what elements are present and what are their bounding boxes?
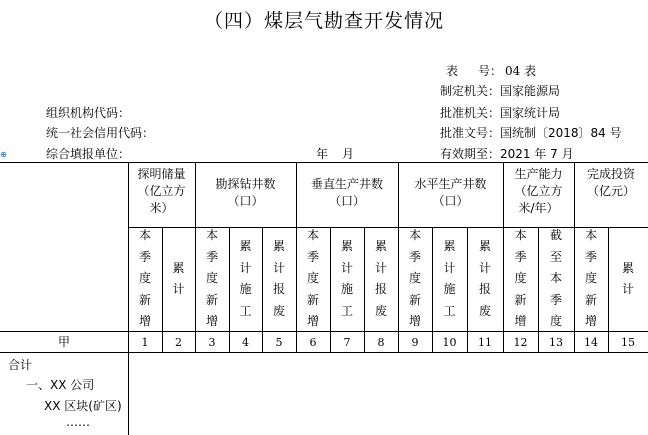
- form-no-label-2: 号：: [478, 64, 503, 78]
- sub-header-char: 度: [306, 271, 319, 286]
- sub-header-col-4: [229, 236, 262, 322]
- sub-header-char: 度: [549, 314, 562, 329]
- row-company: 一、XX 公司: [26, 378, 95, 392]
- sub-header-char: 计: [621, 282, 634, 296]
- sub-header-col-9: [398, 225, 432, 333]
- reporter-label: 综合填报单位：: [46, 147, 131, 161]
- sub-header-char: 截: [549, 228, 562, 243]
- column-number: 5: [275, 336, 283, 349]
- sub-header-char: 新: [514, 292, 527, 307]
- sub-header-col-10: [432, 236, 467, 322]
- approval-doc: 批准文号：国统制〔2018〕84 号: [440, 126, 622, 140]
- sub-header-char: 施: [239, 282, 252, 296]
- sub-header-char: 新: [584, 292, 597, 307]
- sub-header-char: 季: [408, 249, 421, 264]
- sub-header-char: 度: [408, 271, 421, 286]
- sub-header-col-8: [364, 236, 398, 322]
- column-number: 1: [141, 336, 149, 349]
- column-number: 8: [377, 336, 385, 349]
- column-number: 4: [242, 336, 249, 349]
- sub-header-char: 报: [374, 282, 387, 296]
- sub-header-char: 新: [205, 292, 218, 307]
- sub-header-char: 施: [443, 282, 456, 296]
- sub-header-char: 季: [205, 249, 218, 264]
- sub-header-char: 计: [272, 260, 285, 275]
- row-total: 合计: [8, 358, 33, 372]
- header-exploration-wells-line2: （口）: [227, 194, 264, 208]
- sub-header-char: 增: [306, 314, 319, 329]
- column-number: 2: [175, 336, 182, 349]
- table-anchor-icon[interactable]: ⊕: [0, 150, 7, 159]
- sub-header-char: 累: [239, 239, 252, 253]
- header-exploration-wells: [195, 176, 296, 210]
- sub-header-char: 新: [138, 292, 151, 307]
- sub-header-col-5: [262, 236, 296, 322]
- sub-header-char: 本: [549, 271, 562, 286]
- column-number: 14: [584, 336, 598, 349]
- sub-header-char: 增: [514, 314, 527, 329]
- column-number: 13: [549, 336, 563, 349]
- sub-header-char: 本: [408, 228, 421, 243]
- sub-header-char: 工: [340, 303, 353, 318]
- header-horizontal-wells-line1: 水平生产井数: [414, 177, 487, 191]
- sub-header-char: 季: [584, 249, 597, 264]
- sub-header-char: 新: [408, 292, 421, 307]
- sub-header-char: 季: [549, 292, 562, 307]
- credit-code-label: 统一社会信用代码：: [46, 126, 155, 140]
- header-proved-reserves-line3: 米）: [149, 201, 174, 215]
- column-number: 7: [343, 336, 351, 349]
- sub-header-char: 累: [374, 239, 387, 253]
- row-more: ……: [66, 415, 90, 429]
- sub-header-char: 本: [205, 228, 218, 243]
- header-proved-reserves-line1: 探明储量: [137, 167, 186, 181]
- sub-header-char: 计: [340, 260, 353, 275]
- sub-header-char: 度: [584, 271, 597, 286]
- column-number: 15: [621, 336, 635, 349]
- sub-header-char: 工: [443, 303, 456, 318]
- sub-header-char: 计: [478, 260, 491, 275]
- sub-header-col-15: [608, 258, 648, 301]
- header-production-capacity: [503, 166, 574, 217]
- header-investment-line2: （亿元）: [586, 184, 635, 198]
- sub-header-col-7: [330, 236, 364, 322]
- sub-header-char: 本: [306, 228, 319, 243]
- sub-header-char: 报: [478, 282, 491, 296]
- header-vertical-wells-line2: （口）: [328, 194, 365, 208]
- header-production-capacity-line2: （亿立方: [514, 184, 563, 198]
- sub-header-char: 累: [340, 239, 353, 253]
- header-vertical-wells: [296, 176, 398, 210]
- sub-header-char: 季: [138, 249, 151, 264]
- year-label: 年: [316, 147, 329, 161]
- sub-header-char: 计: [239, 260, 252, 275]
- sub-header-char: 本: [514, 228, 527, 243]
- sub-header-col-6: [296, 225, 330, 333]
- sub-header-col-2: [162, 258, 195, 301]
- sub-header-char: 度: [514, 271, 527, 286]
- header-vertical-wells-line1: 垂直生产井数: [310, 177, 383, 191]
- row-block: XX 区块(矿区): [44, 399, 122, 413]
- sub-header-col-3: [195, 225, 229, 333]
- column-number: 3: [208, 336, 216, 349]
- column-number: 9: [411, 336, 419, 349]
- sub-header-char: 至: [549, 249, 562, 264]
- sub-header-char: 本: [584, 228, 597, 243]
- sub-header-col-13: [538, 225, 574, 333]
- column-number: 11: [478, 336, 492, 349]
- sub-header-col-1: [128, 225, 162, 333]
- sub-header-char: 工: [239, 303, 252, 318]
- column-number: 6: [309, 336, 317, 349]
- sub-header-char: 累: [272, 239, 285, 253]
- approver: 批准机关：国家统计局: [440, 106, 561, 120]
- sub-header-char: 本: [138, 228, 151, 243]
- index-label: 甲: [57, 335, 70, 349]
- sub-header-char: 季: [514, 249, 527, 264]
- sub-header-col-14: [574, 225, 608, 333]
- form-no-value: 04 表: [505, 64, 537, 78]
- header-proved-reserves-line2: （亿立方: [137, 184, 186, 198]
- sub-header-char: 度: [205, 271, 218, 286]
- org-code-label: 组织机构代码：: [46, 106, 131, 120]
- sub-header-char: 增: [584, 314, 597, 329]
- header-horizontal-wells: [398, 176, 503, 210]
- sub-header-char: 报: [272, 282, 285, 296]
- sub-header-char: 累: [478, 239, 491, 253]
- header-investment-line1: 完成投资: [586, 167, 635, 181]
- sub-header-char: 计: [443, 260, 456, 275]
- header-production-capacity-line1: 生产能力: [514, 167, 563, 181]
- sub-header-char: 施: [340, 282, 353, 296]
- header-exploration-wells-line1: 勘探钻井数: [215, 177, 276, 191]
- sub-header-col-11: [467, 236, 503, 322]
- sub-header-char: 增: [138, 314, 151, 329]
- form-no-label: 表: [446, 64, 459, 78]
- sub-header-char: 新: [306, 292, 319, 307]
- column-number: 12: [513, 336, 528, 349]
- sub-header-char: 累: [621, 260, 634, 275]
- header-production-capacity-line3: 米/年）: [518, 201, 559, 215]
- sub-header-char: 增: [408, 314, 421, 329]
- sub-header-char: 废: [374, 303, 387, 318]
- sub-header-char: 计: [172, 282, 185, 296]
- header-horizontal-wells-line2: （口）: [432, 194, 469, 208]
- sub-header-char: 累: [172, 260, 185, 275]
- validity: 有效期至：2021 年 7 月: [440, 147, 574, 161]
- sub-header-char: 累: [443, 239, 456, 253]
- sub-header-char: 废: [272, 303, 285, 318]
- month-label: 月: [342, 147, 355, 161]
- page-title: （四）煤层气勘查开发情况: [203, 10, 444, 32]
- authority: 制定机关：国家能源局: [440, 84, 561, 98]
- sub-header-char: 季: [306, 249, 319, 264]
- sub-header-char: 计: [374, 260, 387, 275]
- sub-header-char: 增: [205, 314, 218, 329]
- header-investment: [574, 166, 648, 200]
- header-proved-reserves: [128, 166, 195, 217]
- sub-header-col-12: [503, 225, 538, 333]
- sub-header-char: 度: [138, 271, 151, 286]
- column-number: 10: [442, 336, 457, 349]
- sub-header-char: 废: [478, 303, 491, 318]
